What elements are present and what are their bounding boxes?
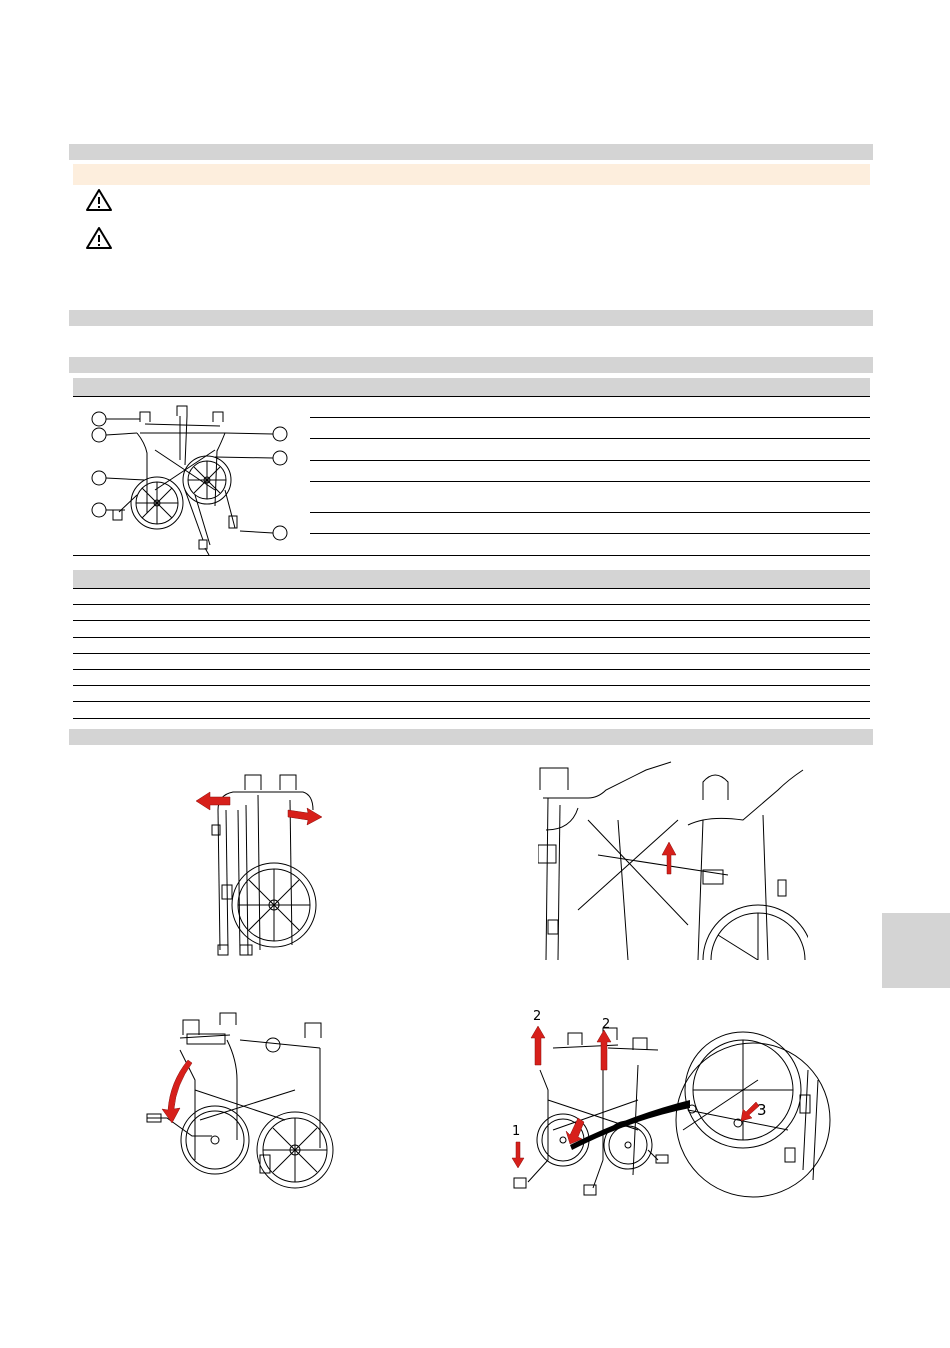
unfold-footrest-illustration	[145, 1010, 335, 1200]
spec-table-header	[73, 570, 870, 588]
table-row	[73, 620, 870, 621]
table-row	[73, 637, 870, 638]
parts-table-rule	[73, 396, 870, 397]
warning-triangle-icon	[85, 226, 113, 250]
step-number-1: 1	[512, 1124, 521, 1139]
table-row	[73, 669, 870, 670]
section-bar-3	[69, 357, 873, 373]
parts-list-row	[310, 460, 870, 461]
spec-table-rule	[73, 588, 870, 589]
section-bar-4	[69, 729, 873, 745]
warning-note-box	[73, 164, 870, 185]
section-bar-2	[69, 310, 873, 326]
parts-list-row	[310, 533, 870, 534]
table-row	[73, 604, 870, 605]
table-row	[73, 653, 870, 654]
step-number-2-right: 2	[602, 1017, 611, 1032]
parts-list-row	[310, 438, 870, 439]
parts-table-bottom-rule	[73, 555, 870, 556]
step-number-2-left: 2	[533, 1009, 542, 1024]
frame-closeup-illustration	[538, 760, 808, 960]
table-row	[73, 685, 870, 686]
step-number-3: 3	[757, 1101, 767, 1119]
warning-triangle-icon	[85, 188, 113, 212]
parts-table-header	[73, 378, 870, 396]
folding-steps-illustration	[508, 1010, 838, 1210]
wheelchair-overview-illustration	[85, 400, 300, 555]
parts-list-row	[310, 481, 870, 482]
table-row	[73, 701, 870, 702]
folded-wheelchair-illustration	[190, 765, 330, 960]
parts-list-row	[310, 417, 870, 418]
chapter-tab	[882, 913, 950, 988]
parts-list-row	[310, 512, 870, 513]
table-row	[73, 718, 870, 719]
section-bar-1	[69, 144, 873, 160]
